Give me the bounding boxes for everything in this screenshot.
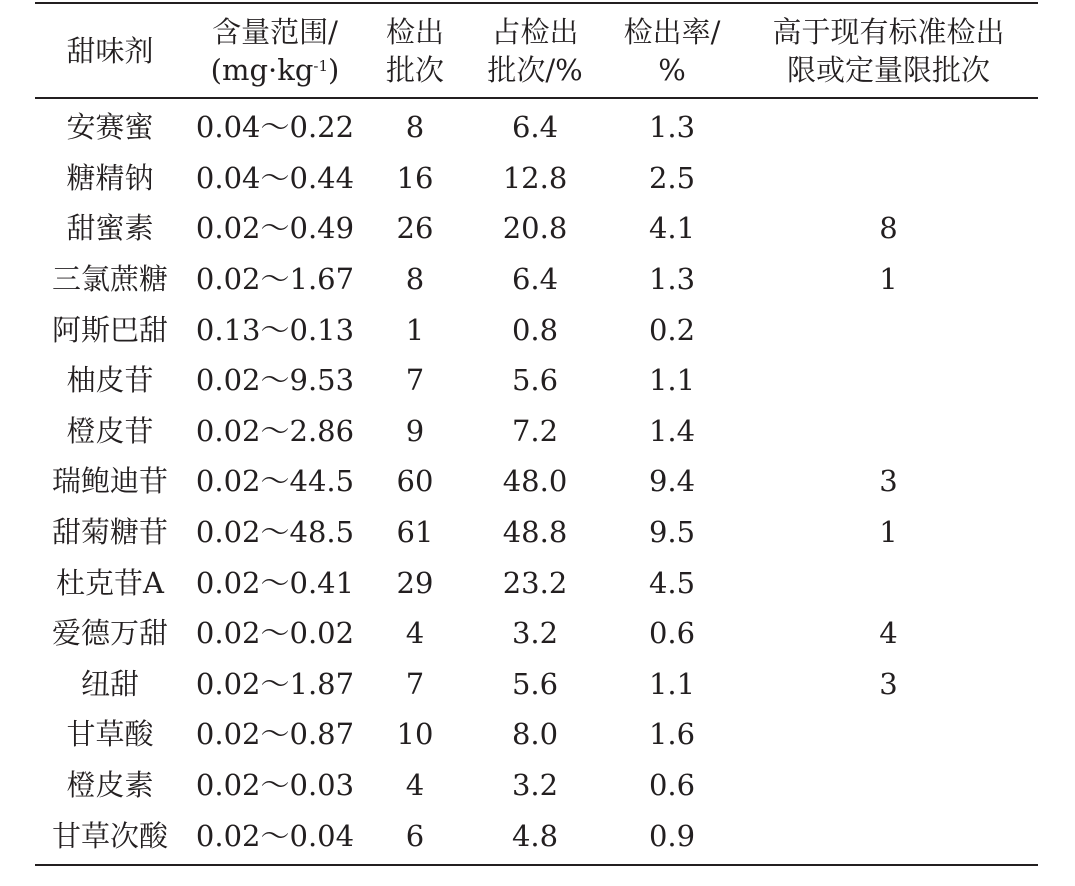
cell-sweetener: 甘草酸 <box>66 717 154 752</box>
cell-above-limit-batches <box>739 355 1038 406</box>
table-row <box>35 608 1038 659</box>
cell-detection-rate: 1.1 <box>648 363 696 398</box>
cell-share-percent: 0.8 <box>511 312 559 347</box>
cell-detection-rate: 0.6 <box>648 768 696 803</box>
cell-above-limit-batches: 1 <box>879 262 898 297</box>
cell-share-percent: 12.8 <box>502 160 568 195</box>
cell-sweetener: 甘草次酸 <box>51 818 168 853</box>
header-detected-batches: 检出 批次 <box>385 14 444 87</box>
cell-share-percent: 3.2 <box>511 616 559 651</box>
cell-content-range: 0.02～0.04 <box>195 818 355 853</box>
cell-detection-rate: 9.4 <box>648 464 696 499</box>
table-row <box>35 355 1038 406</box>
cell-content-range: 0.04～0.22 <box>195 110 355 145</box>
cell-detected-batches: 9 <box>405 413 425 448</box>
header-above-limit-batches: 高于现有标准检出 限或定量限批次 <box>772 14 1005 87</box>
cell-detected-batches: 8 <box>405 110 425 145</box>
table-row <box>35 254 1038 305</box>
table-row <box>35 304 1038 355</box>
table-header-row <box>35 4 1038 97</box>
cell-above-limit-batches: 4 <box>879 616 898 651</box>
cell-content-range: 0.02～1.87 <box>195 666 355 701</box>
table-bottom-rule <box>35 864 1038 866</box>
cell-detection-rate: 1.4 <box>648 413 696 448</box>
cell-sweetener: 柚皮苷 <box>66 363 154 398</box>
cell-detection-rate: 0.9 <box>648 818 696 853</box>
cell-sweetener: 阿斯巴甜 <box>51 312 168 347</box>
cell-detection-rate: 1.3 <box>648 110 696 145</box>
cell-detected-batches: 4 <box>405 768 425 803</box>
cell-content-range: 0.04～0.44 <box>195 160 355 195</box>
cell-content-range: 0.02～0.49 <box>195 211 355 246</box>
table-row <box>35 659 1038 710</box>
cell-sweetener: 爱德万甜 <box>51 616 168 651</box>
table-body <box>35 97 1038 861</box>
cell-share-percent: 5.6 <box>511 666 559 701</box>
cell-above-limit-batches: 8 <box>879 211 898 246</box>
cell-detection-rate: 1.3 <box>648 262 696 297</box>
cell-sweetener: 安赛蜜 <box>66 110 154 145</box>
cell-detection-rate: 0.6 <box>648 616 696 651</box>
cell-share-percent: 48.0 <box>502 464 568 499</box>
cell-content-range: 0.02～0.03 <box>195 768 355 803</box>
table-row <box>35 810 1038 861</box>
cell-content-range: 0.02～0.02 <box>195 616 355 651</box>
table-row <box>35 507 1038 558</box>
cell-detection-rate: 0.2 <box>648 312 696 347</box>
cell-sweetener: 三氯蔗糖 <box>51 262 168 297</box>
cell-content-range: 0.02～0.41 <box>195 565 355 600</box>
cell-share-percent: 7.2 <box>511 413 559 448</box>
cell-sweetener: 甜蜜素 <box>66 211 154 246</box>
cell-share-percent: 6.4 <box>511 110 559 145</box>
cell-sweetener: 糖精钠 <box>66 160 154 195</box>
cell-above-limit-batches <box>739 810 1038 861</box>
cell-share-percent: 48.8 <box>502 515 568 550</box>
cell-above-limit-batches <box>739 760 1038 811</box>
cell-content-range: 0.02～9.53 <box>195 363 355 398</box>
cell-above-limit-batches <box>739 304 1038 355</box>
cell-detected-batches: 6 <box>405 818 425 853</box>
cell-content-range: 0.02～1.67 <box>195 262 355 297</box>
cell-detected-batches: 16 <box>396 160 434 195</box>
cell-sweetener: 甜菊糖苷 <box>51 515 168 550</box>
cell-share-percent: 6.4 <box>511 262 559 297</box>
cell-above-limit-batches <box>739 153 1038 204</box>
cell-above-limit-batches: 3 <box>879 666 898 701</box>
cell-detected-batches: 61 <box>396 515 434 550</box>
sweetener-detection-table <box>35 4 1038 861</box>
cell-above-limit-batches: 3 <box>879 464 898 499</box>
cell-above-limit-batches <box>739 97 1038 153</box>
header-sweetener: 甜味剂 <box>66 33 154 68</box>
table-row <box>35 203 1038 254</box>
cell-share-percent: 20.8 <box>502 211 568 246</box>
cell-above-limit-batches <box>739 709 1038 760</box>
table-row <box>35 97 1038 153</box>
cell-detected-batches: 7 <box>405 363 425 398</box>
cell-sweetener: 杜克苷A <box>56 565 164 600</box>
cell-above-limit-batches: 1 <box>879 515 898 550</box>
cell-content-range: 0.02～48.5 <box>195 515 355 550</box>
cell-content-range: 0.02～2.86 <box>195 413 355 448</box>
header-detection-rate: 检出率/ % <box>623 14 721 87</box>
table-row <box>35 456 1038 507</box>
cell-sweetener: 橙皮素 <box>66 768 154 803</box>
cell-content-range: 0.13～0.13 <box>195 312 355 347</box>
cell-share-percent: 3.2 <box>511 768 559 803</box>
cell-detection-rate: 1.6 <box>648 717 696 752</box>
cell-share-percent: 5.6 <box>511 363 559 398</box>
header-share-of-detected: 占检出 批次/% <box>487 14 583 87</box>
cell-detection-rate: 2.5 <box>648 160 696 195</box>
table-row <box>35 760 1038 811</box>
cell-sweetener: 纽甜 <box>80 666 139 701</box>
cell-sweetener: 橙皮苷 <box>66 413 154 448</box>
cell-detected-batches: 4 <box>405 616 425 651</box>
cell-above-limit-batches <box>739 557 1038 608</box>
cell-content-range: 0.02～44.5 <box>195 464 355 499</box>
cell-detected-batches: 60 <box>396 464 434 499</box>
table-row <box>35 153 1038 204</box>
cell-content-range: 0.02～0.87 <box>195 717 355 752</box>
cell-detection-rate: 4.1 <box>648 211 696 246</box>
cell-share-percent: 23.2 <box>502 565 568 600</box>
cell-detected-batches: 8 <box>405 262 425 297</box>
cell-detected-batches: 7 <box>405 666 425 701</box>
table-row <box>35 406 1038 457</box>
header-content-range: 含量范围/ $(mg\cdot kg^{-1})$ <box>210 14 340 87</box>
table-row <box>35 709 1038 760</box>
cell-share-percent: 8.0 <box>511 717 559 752</box>
cell-detected-batches: 10 <box>396 717 434 752</box>
cell-detection-rate: 1.1 <box>648 666 696 701</box>
cell-above-limit-batches <box>739 406 1038 457</box>
table-row <box>35 557 1038 608</box>
cell-sweetener: 瑞鲍迪苷 <box>51 464 168 499</box>
cell-share-percent: 4.8 <box>511 818 559 853</box>
cell-detected-batches: 1 <box>405 312 425 347</box>
cell-detected-batches: 29 <box>396 565 434 600</box>
cell-detected-batches: 26 <box>396 211 434 246</box>
cell-detection-rate: 4.5 <box>648 565 696 600</box>
cell-detection-rate: 9.5 <box>648 515 696 550</box>
